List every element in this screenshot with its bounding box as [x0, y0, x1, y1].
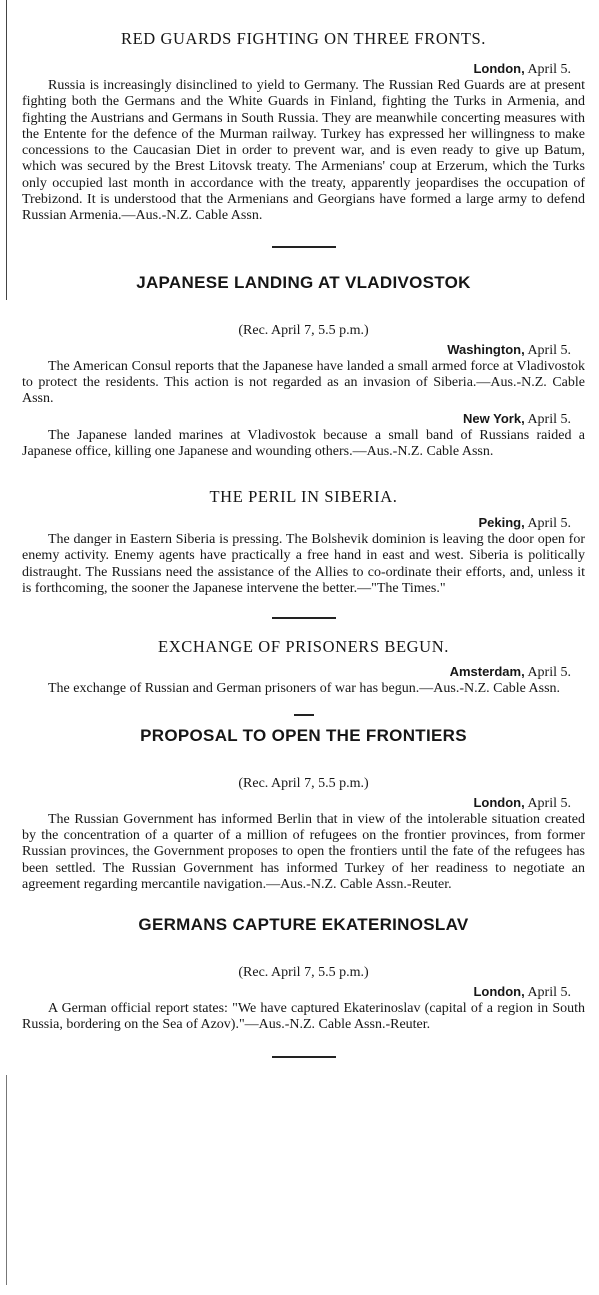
headline: GERMANS CAPTURE EKATERINOSLAV — [138, 915, 469, 935]
dateline-date: April 5. — [527, 411, 571, 427]
article-body: The American Consul reports that the Japanese have landed a small armed force at Vladivostok to protect the residents. This action is not regarded as an invasion of Siberia.—Aus.-N.Z. Cable Assn. — [22, 358, 585, 407]
received-note: (Rec. April 7, 5.5 p.m.) — [238, 775, 369, 791]
dateline-date: April 5. — [527, 665, 571, 681]
article-red-guards — [22, 0, 585, 225]
article-body: The Japanese landed marines at Vladivostok because a small band of Russians raided a Japanese office, killing one Japanese and wounding others.—Aus.-N.Z. Cable Assn. — [22, 427, 585, 459]
dateline-place: Washington, — [447, 341, 525, 357]
dateline-place: London, — [473, 984, 525, 1000]
article-body: A German official report states: "We have captured Ekaterinoslav (capital of a region in South Russia, bordering on the Sea of Azov)."—Aus.-N.Z. Cable Assn.-Reuter. — [22, 1001, 585, 1033]
dateline — [22, 984, 585, 1001]
dateline-place: London, — [473, 61, 525, 76]
article-japanese-landing — [22, 248, 585, 460]
article-body: The danger in Eastern Siberia is pressing. The Bolshevik dominion is leaving the door open for enemy activity. Enemy agents have practically a free hand in east and west. Siberia is politically distraught. The Russians need the assistance of the Allies to co-ordinate their efforts, and, unless it is forthcoming, the sooner the Japanese intervene the better.—"The Times." — [22, 532, 585, 597]
dateline-place: Amsterdam, — [449, 664, 525, 680]
dateline-date: April 5. — [527, 985, 571, 1001]
dateline-date: April 5. — [527, 342, 571, 358]
headline: EXCHANGE OF PRISONERS BEGUN. — [158, 637, 449, 657]
dateline — [22, 61, 585, 78]
article-open-frontiers — [22, 716, 585, 893]
dateline-place: Peking, — [478, 515, 525, 531]
dateline-date: April 5. — [527, 795, 571, 811]
article-peril-siberia — [22, 460, 585, 597]
article-ekaterinoslav — [22, 893, 585, 1034]
dateline — [22, 515, 585, 532]
article-body: The exchange of Russian and German prisoners of war has begun.—Aus.-N.Z. Cable Assn. — [48, 681, 561, 697]
dateline — [22, 342, 585, 359]
dateline-place: London, — [473, 794, 525, 810]
headline: RED GUARDS FIGHTING ON THREE FRONTS. — [120, 29, 487, 48]
dateline — [22, 795, 585, 812]
received-note: (Rec. April 7, 5.5 p.m.) — [238, 322, 369, 338]
dateline-place: New York, — [463, 410, 525, 426]
dateline — [22, 411, 585, 428]
dateline — [22, 664, 585, 681]
article-body: The Russian Government has informed Berlin that in view of the intolerable situation created by the concentration of a quarter of a million of refugees on the frontier provinces, from former Russian provinces, the Government proposes to open the frontiers until the fate of the refugees has been settled. The Russian Government has informed Turkey of her readiness to negotiate an agreement regarding mercantile navigation.—Aus.-N.Z. Cable Assn.-Reuter. — [22, 811, 585, 892]
headline: THE PERIL IN SIBERIA. — [209, 487, 398, 507]
headline: JAPANESE LANDING AT VLADIVOSTOK — [136, 272, 471, 292]
article-body: Russia is increasingly disinclined to yield to Germany. The Russian Red Guards are at present fighting both the Germans and the White Guards in Finland, fighting the Turks in Armenia, and fighting the Austrians and Germans in South Russia. They are meanwhile concerting measures with the Entente for the defence of the Murman railway. Turkey has expressed her willingness to make concessions to the Caucasian Diet in order to prevent war, and is even ready to give up Batum, which was secured by the Brest Litovsk treaty. The Armenians' coup at Erzerum, which the Turks only occupied last month in accordance with the treaty, apparently jeopardises the occupation of Trebizond. It is understood that the Armenians and Georgians have formed a large army to defend Russian Armenia.—Aus.-N.Z. Cable Assn. — [22, 78, 585, 224]
dateline-date: April 5. — [527, 516, 571, 532]
received-note: (Rec. April 7, 5.5 p.m.) — [238, 965, 369, 981]
headline: PROPOSAL TO OPEN THE FRONTIERS — [140, 725, 467, 745]
column-rule — [6, 0, 7, 300]
separator-rule — [272, 1056, 336, 1058]
column-rule — [6, 1075, 7, 1285]
dateline-date: April 5. — [527, 62, 571, 77]
article-exchange-prisoners — [22, 619, 585, 697]
